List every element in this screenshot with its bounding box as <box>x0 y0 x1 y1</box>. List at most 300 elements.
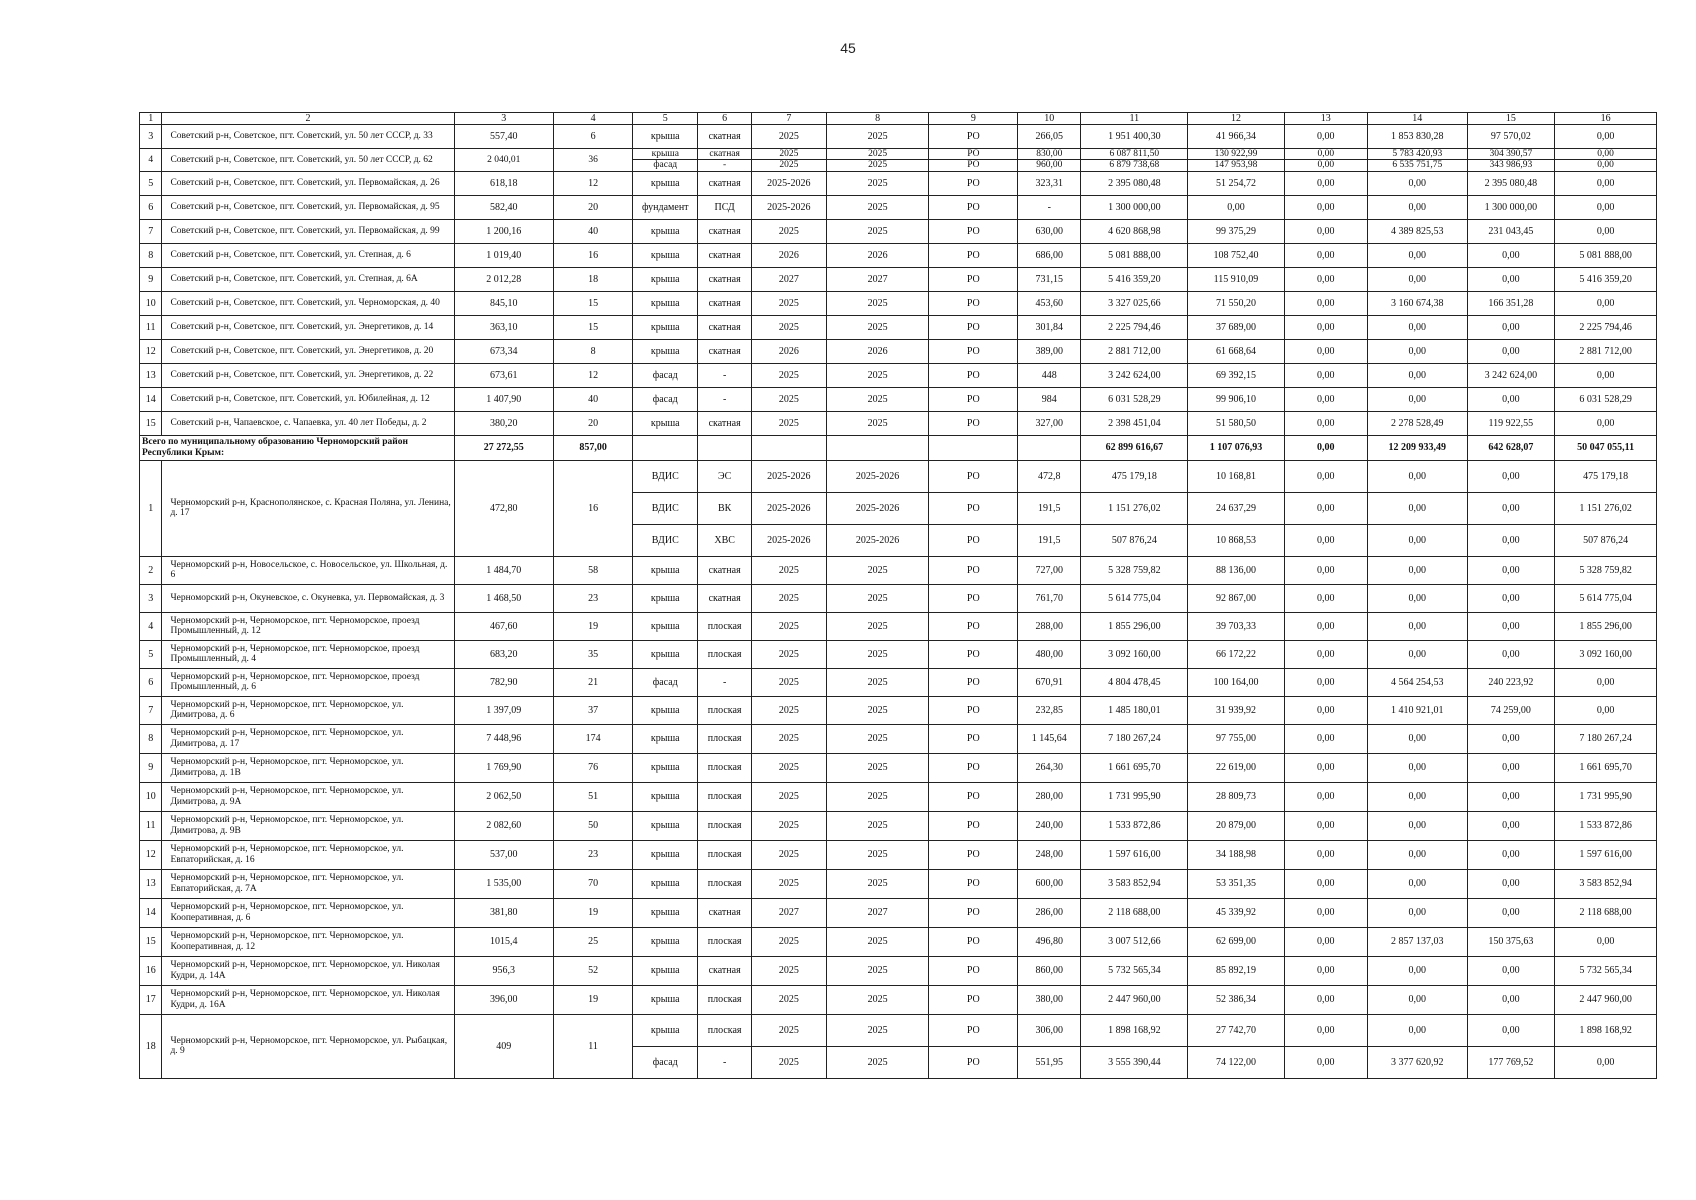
fund-cell: РО <box>929 149 1018 160</box>
area-cell: 557,40 <box>454 125 553 149</box>
year-start-cell: 2025 <box>751 724 826 753</box>
residents-cell: 52 <box>553 956 632 985</box>
fund-cell: РО <box>929 125 1018 149</box>
empty-cell <box>826 435 929 460</box>
residents-cell: 15 <box>553 291 632 315</box>
area-cell: 618,18 <box>454 171 553 195</box>
year-start-cell: 2025-2026 <box>751 524 826 556</box>
year-end-cell: 2025-2026 <box>826 524 929 556</box>
unit-cost-cell: 323,31 <box>1018 171 1081 195</box>
row-number-cell: 9 <box>140 267 162 291</box>
address-cell: Советский р-н, Советское, пгт. Советский, ул. Энергетиков, д. 22 <box>162 363 454 387</box>
col16-cell: 0,00 <box>1555 1046 1657 1078</box>
col14-cell: 6 535 751,75 <box>1368 160 1467 171</box>
unit-cost-cell: 266,05 <box>1018 125 1081 149</box>
col14-cell: 0,00 <box>1368 956 1467 985</box>
element-cell: крыша <box>633 171 698 195</box>
col16-cell: 0,00 <box>1555 363 1657 387</box>
unit-cost-cell: 472,8 <box>1018 460 1081 492</box>
total-col15-cell: 642 628,07 <box>1467 435 1555 460</box>
col12-cell: 51 254,72 <box>1188 171 1284 195</box>
col15-cell: 240 223,92 <box>1467 668 1555 696</box>
year-start-cell: 2025 <box>751 782 826 811</box>
repair-program-table-wrapper <box>139 112 1657 1079</box>
element-cell: фасад <box>633 363 698 387</box>
unit-cost-cell: 288,00 <box>1018 612 1081 640</box>
work-type-cell: скатная <box>698 898 751 927</box>
unit-cost-cell: 761,70 <box>1018 584 1081 612</box>
address-cell: Черноморский р-н, Черноморское, пгт. Черноморское, ул. Димитрова, д. 9В <box>162 811 454 840</box>
column-number-9: 9 <box>929 113 1018 125</box>
col16-cell: 0,00 <box>1555 291 1657 315</box>
residents-cell: 70 <box>553 869 632 898</box>
year-end-cell: 2025 <box>826 753 929 782</box>
col13-cell: 0,00 <box>1284 492 1367 524</box>
col14-cell: 0,00 <box>1368 243 1467 267</box>
fund-cell: РО <box>929 267 1018 291</box>
residents-cell: 25 <box>553 927 632 956</box>
work-type-cell: плоская <box>698 753 751 782</box>
unit-cost-cell: 280,00 <box>1018 782 1081 811</box>
area-cell: 582,40 <box>454 195 553 219</box>
table-row <box>140 782 1657 811</box>
row-number-cell: 10 <box>140 782 162 811</box>
column-number-10: 10 <box>1018 113 1081 125</box>
year-start-cell: 2025 <box>751 387 826 411</box>
col15-cell: 97 570,02 <box>1467 125 1555 149</box>
col14-cell: 0,00 <box>1368 1014 1467 1046</box>
col16-cell: 5 081 888,00 <box>1555 243 1657 267</box>
residents-cell: 20 <box>553 195 632 219</box>
work-type-cell: скатная <box>698 291 751 315</box>
year-start-cell: 2025-2026 <box>751 460 826 492</box>
col15-cell: 0,00 <box>1467 985 1555 1014</box>
col13-cell: 0,00 <box>1284 782 1367 811</box>
col15-cell: 2 395 080,48 <box>1467 171 1555 195</box>
residents-cell: 19 <box>553 985 632 1014</box>
fund-cell: РО <box>929 363 1018 387</box>
year-start-cell: 2025 <box>751 149 826 160</box>
total-sum-cell: 5 732 565,34 <box>1081 956 1188 985</box>
col12-cell: 53 351,35 <box>1188 869 1284 898</box>
row-number-cell: 11 <box>140 315 162 339</box>
area-cell: 2 062,50 <box>454 782 553 811</box>
col14-cell: 3 160 674,38 <box>1368 291 1467 315</box>
area-cell: 2 040,01 <box>454 149 553 172</box>
area-cell: 7 448,96 <box>454 724 553 753</box>
total-sum-cell: 3 555 390,44 <box>1081 1046 1188 1078</box>
address-cell: Черноморский р-н, Черноморское, пгт. Черноморское, ул. Евпаторийская, д. 7А <box>162 869 454 898</box>
year-end-cell: 2025 <box>826 125 929 149</box>
table-row <box>140 363 1657 387</box>
work-type-cell: ЭС <box>698 460 751 492</box>
col12-cell: 37 689,00 <box>1188 315 1284 339</box>
year-end-cell: 2025 <box>826 1046 929 1078</box>
unit-cost-cell: 731,15 <box>1018 267 1081 291</box>
total-sum-cell: 1 533 872,86 <box>1081 811 1188 840</box>
residents-cell: 23 <box>553 840 632 869</box>
col13-cell: 0,00 <box>1284 985 1367 1014</box>
element-cell: крыша <box>633 125 698 149</box>
total-sum-cell: 1 597 616,00 <box>1081 840 1188 869</box>
work-type-cell: скатная <box>698 149 751 160</box>
col12-cell: 62 699,00 <box>1188 927 1284 956</box>
col12-cell: 22 619,00 <box>1188 753 1284 782</box>
empty-cell <box>1018 435 1081 460</box>
address-cell: Советский р-н, Советское, пгт. Советский, ул. Энергетиков, д. 20 <box>162 339 454 363</box>
work-type-cell: скатная <box>698 243 751 267</box>
year-start-cell: 2025-2026 <box>751 195 826 219</box>
unit-cost-cell: - <box>1018 195 1081 219</box>
element-cell: крыша <box>633 782 698 811</box>
year-end-cell: 2027 <box>826 898 929 927</box>
fund-cell: РО <box>929 291 1018 315</box>
col15-cell: 0,00 <box>1467 584 1555 612</box>
element-cell: крыша <box>633 291 698 315</box>
col12-cell: 0,00 <box>1188 195 1284 219</box>
element-cell: крыша <box>633 985 698 1014</box>
year-start-cell: 2025 <box>751 125 826 149</box>
row-number-cell: 13 <box>140 869 162 898</box>
year-end-cell: 2025 <box>826 782 929 811</box>
total-sum-cell: 507 876,24 <box>1081 524 1188 556</box>
col15-cell: 0,00 <box>1467 1014 1555 1046</box>
col13-cell: 0,00 <box>1284 668 1367 696</box>
unit-cost-cell: 327,00 <box>1018 411 1081 435</box>
unit-cost-cell: 551,95 <box>1018 1046 1081 1078</box>
address-cell: Советский р-н, Чапаевское, с. Чапаевка, ул. 40 лет Победы, д. 2 <box>162 411 454 435</box>
column-number-3: 3 <box>454 113 553 125</box>
total-sum-cell: 5 416 359,20 <box>1081 267 1188 291</box>
address-cell: Советский р-н, Советское, пгт. Советский, ул. Черноморская, д. 40 <box>162 291 454 315</box>
address-cell: Черноморский р-н, Черноморское, пгт. Черноморское, ул. Кооперативная, д. 12 <box>162 927 454 956</box>
residents-cell: 11 <box>553 1014 632 1078</box>
residents-cell: 6 <box>553 125 632 149</box>
work-type-cell: плоская <box>698 724 751 753</box>
row-number-cell: 8 <box>140 243 162 267</box>
unit-cost-cell: 1 145,64 <box>1018 724 1081 753</box>
address-cell: Советский р-н, Советское, пгт. Советский, ул. Первомайская, д. 95 <box>162 195 454 219</box>
work-type-cell: скатная <box>698 584 751 612</box>
total-sum-cell: 3 092 160,00 <box>1081 640 1188 668</box>
table-row <box>140 956 1657 985</box>
col15-cell: 0,00 <box>1467 387 1555 411</box>
col13-cell: 0,00 <box>1284 696 1367 724</box>
col12-cell: 24 637,29 <box>1188 492 1284 524</box>
col14-cell: 0,00 <box>1368 640 1467 668</box>
area-cell: 1015,4 <box>454 927 553 956</box>
col13-cell: 0,00 <box>1284 387 1367 411</box>
year-end-cell: 2025 <box>826 956 929 985</box>
unit-cost-cell: 191,5 <box>1018 524 1081 556</box>
work-type-cell: плоская <box>698 640 751 668</box>
residents-cell: 19 <box>553 898 632 927</box>
row-number-cell: 18 <box>140 1014 162 1078</box>
col13-cell: 0,00 <box>1284 125 1367 149</box>
total-sum-cell: 6 031 528,29 <box>1081 387 1188 411</box>
col13-cell: 0,00 <box>1284 524 1367 556</box>
col13-cell: 0,00 <box>1284 315 1367 339</box>
year-start-cell: 2027 <box>751 898 826 927</box>
element-cell: крыша <box>633 315 698 339</box>
element-cell: крыша <box>633 243 698 267</box>
year-end-cell: 2025 <box>826 315 929 339</box>
col15-cell: 304 390,57 <box>1467 149 1555 160</box>
col14-cell: 0,00 <box>1368 753 1467 782</box>
col14-cell: 0,00 <box>1368 171 1467 195</box>
fund-cell: РО <box>929 387 1018 411</box>
year-start-cell: 2025 <box>751 612 826 640</box>
total-sum-cell: 2 447 960,00 <box>1081 985 1188 1014</box>
residents-cell: 40 <box>553 387 632 411</box>
unit-cost-cell: 301,84 <box>1018 315 1081 339</box>
table-row <box>140 753 1657 782</box>
table-row <box>140 840 1657 869</box>
fund-cell: РО <box>929 460 1018 492</box>
year-start-cell: 2025 <box>751 315 826 339</box>
area-cell: 2 012,28 <box>454 267 553 291</box>
address-cell: Черноморский р-н, Черноморское, пгт. Черноморское, проезд Промышленный, д. 12 <box>162 612 454 640</box>
col14-cell: 0,00 <box>1368 492 1467 524</box>
col15-cell: 0,00 <box>1467 811 1555 840</box>
col12-cell: 34 188,98 <box>1188 840 1284 869</box>
col16-cell: 0,00 <box>1555 160 1657 171</box>
fund-cell: РО <box>929 524 1018 556</box>
year-start-cell: 2025 <box>751 956 826 985</box>
col12-cell: 99 906,10 <box>1188 387 1284 411</box>
address-cell: Советский р-н, Советское, пгт. Советский, ул. Степная, д. 6А <box>162 267 454 291</box>
residents-cell: 35 <box>553 640 632 668</box>
col12-cell: 28 809,73 <box>1188 782 1284 811</box>
address-cell: Черноморский р-н, Черноморское, пгт. Черноморское, ул. Николая Кудри, д. 16А <box>162 985 454 1014</box>
row-number-cell: 14 <box>140 387 162 411</box>
residents-cell: 58 <box>553 556 632 584</box>
address-cell: Черноморский р-н, Черноморское, пгт. Черноморское, проезд Промышленный, д. 6 <box>162 668 454 696</box>
column-number-7: 7 <box>751 113 826 125</box>
col12-cell: 45 339,92 <box>1188 898 1284 927</box>
element-cell: ВДИС <box>633 524 698 556</box>
col12-cell: 69 392,15 <box>1188 363 1284 387</box>
col13-cell: 0,00 <box>1284 171 1367 195</box>
unit-cost-cell: 232,85 <box>1018 696 1081 724</box>
total-sum-cell: 1 731 995,90 <box>1081 782 1188 811</box>
col12-cell: 99 375,29 <box>1188 219 1284 243</box>
year-end-cell: 2025 <box>826 696 929 724</box>
unit-cost-cell: 686,00 <box>1018 243 1081 267</box>
address-cell: Советский р-н, Советское, пгт. Советский, ул. 50 лет СССР, д. 62 <box>162 149 454 172</box>
total-sum-cell: 2 225 794,46 <box>1081 315 1188 339</box>
unit-cost-cell: 984 <box>1018 387 1081 411</box>
col13-cell: 0,00 <box>1284 1046 1367 1078</box>
col15-cell: 3 242 624,00 <box>1467 363 1555 387</box>
col16-cell: 7 180 267,24 <box>1555 724 1657 753</box>
col15-cell: 166 351,28 <box>1467 291 1555 315</box>
work-type-cell: скатная <box>698 171 751 195</box>
address-cell: Черноморский р-н, Черноморское, пгт. Черноморское, ул. Кооперативная, д. 6 <box>162 898 454 927</box>
element-cell: крыша <box>633 339 698 363</box>
residents-cell: 37 <box>553 696 632 724</box>
year-end-cell: 2025 <box>826 584 929 612</box>
unit-cost-cell: 448 <box>1018 363 1081 387</box>
work-type-cell: скатная <box>698 339 751 363</box>
col15-cell: 0,00 <box>1467 956 1555 985</box>
col13-cell: 0,00 <box>1284 149 1367 160</box>
year-start-cell: 2025 <box>751 869 826 898</box>
year-start-cell: 2025 <box>751 811 826 840</box>
row-number-cell: 3 <box>140 584 162 612</box>
year-start-cell: 2025 <box>751 1046 826 1078</box>
residents-cell: 16 <box>553 243 632 267</box>
area-cell: 845,10 <box>454 291 553 315</box>
address-cell: Черноморский р-н, Краснополянское, с. Красная Поляна, ул. Ленина, д. 17 <box>162 460 454 556</box>
element-cell: крыша <box>633 612 698 640</box>
col16-cell: 2 881 712,00 <box>1555 339 1657 363</box>
page-number: 45 <box>840 40 856 56</box>
area-cell: 381,80 <box>454 898 553 927</box>
element-cell: крыша <box>633 927 698 956</box>
total-sum-cell: 3 327 025,66 <box>1081 291 1188 315</box>
element-cell: крыша <box>633 411 698 435</box>
work-type-cell: скатная <box>698 125 751 149</box>
table-row <box>140 985 1657 1014</box>
col12-cell: 10 868,53 <box>1188 524 1284 556</box>
col16-cell: 5 614 775,04 <box>1555 584 1657 612</box>
area-cell: 1 468,50 <box>454 584 553 612</box>
col15-cell: 0,00 <box>1467 267 1555 291</box>
total-sum-cell: 1 151 276,02 <box>1081 492 1188 524</box>
col12-cell: 92 867,00 <box>1188 584 1284 612</box>
total-sum-cell: 3 007 512,66 <box>1081 927 1188 956</box>
unit-cost-cell: 286,00 <box>1018 898 1081 927</box>
address-cell: Черноморский р-н, Черноморское, пгт. Черноморское, ул. Димитрова, д. 1В <box>162 753 454 782</box>
col12-cell: 147 953,98 <box>1188 160 1284 171</box>
row-number-cell: 2 <box>140 556 162 584</box>
year-end-cell: 2026 <box>826 339 929 363</box>
col15-cell: 231 043,45 <box>1467 219 1555 243</box>
unit-cost-cell: 960,00 <box>1018 160 1081 171</box>
table-row <box>140 195 1657 219</box>
total-sum-cell: 4 804 478,45 <box>1081 668 1188 696</box>
table-row <box>140 387 1657 411</box>
area-cell: 472,80 <box>454 460 553 556</box>
table-row <box>140 460 1657 492</box>
col15-cell: 0,00 <box>1467 753 1555 782</box>
col16-cell: 5 328 759,82 <box>1555 556 1657 584</box>
work-type-cell: - <box>698 160 751 171</box>
col15-cell: 150 375,63 <box>1467 927 1555 956</box>
column-number-1: 1 <box>140 113 162 125</box>
year-start-cell: 2025 <box>751 696 826 724</box>
col14-cell: 5 783 420,93 <box>1368 149 1467 160</box>
residents-cell: 18 <box>553 267 632 291</box>
row-number-cell: 8 <box>140 724 162 753</box>
element-cell: крыша <box>633 898 698 927</box>
col16-cell: 0,00 <box>1555 219 1657 243</box>
column-number-14: 14 <box>1368 113 1467 125</box>
col12-cell: 100 164,00 <box>1188 668 1284 696</box>
work-type-cell: плоская <box>698 811 751 840</box>
col14-cell: 3 377 620,92 <box>1368 1046 1467 1078</box>
col16-cell: 3 583 852,94 <box>1555 869 1657 898</box>
residents-cell: 174 <box>553 724 632 753</box>
col16-cell: 1 597 616,00 <box>1555 840 1657 869</box>
col12-cell: 27 742,70 <box>1188 1014 1284 1046</box>
work-type-cell: ПСД <box>698 195 751 219</box>
col15-cell: 343 986,93 <box>1467 160 1555 171</box>
residents-cell: 36 <box>553 149 632 172</box>
residents-cell: 19 <box>553 612 632 640</box>
col14-cell: 4 564 254,53 <box>1368 668 1467 696</box>
table-row <box>140 927 1657 956</box>
work-type-cell: - <box>698 1046 751 1078</box>
col12-cell: 71 550,20 <box>1188 291 1284 315</box>
year-end-cell: 2025 <box>826 556 929 584</box>
col16-cell: 1 151 276,02 <box>1555 492 1657 524</box>
total-sum-cell: 1 300 000,00 <box>1081 195 1188 219</box>
column-number-8: 8 <box>826 113 929 125</box>
col16-cell: 1 855 296,00 <box>1555 612 1657 640</box>
total-residents-cell: 857,00 <box>553 435 632 460</box>
residents-cell: 16 <box>553 460 632 556</box>
col14-cell: 0,00 <box>1368 612 1467 640</box>
area-cell: 673,34 <box>454 339 553 363</box>
year-start-cell: 2025 <box>751 291 826 315</box>
col12-cell: 52 386,34 <box>1188 985 1284 1014</box>
table-row <box>140 219 1657 243</box>
work-type-cell: плоская <box>698 696 751 724</box>
col12-cell: 130 922,99 <box>1188 149 1284 160</box>
col15-cell: 0,00 <box>1467 612 1555 640</box>
year-start-cell: 2025 <box>751 584 826 612</box>
col16-cell: 1 731 995,90 <box>1555 782 1657 811</box>
year-end-cell: 2025 <box>826 160 929 171</box>
table-row <box>140 640 1657 668</box>
unit-cost-cell: 600,00 <box>1018 869 1081 898</box>
total-col14-cell: 12 209 933,49 <box>1368 435 1467 460</box>
col13-cell: 0,00 <box>1284 1014 1367 1046</box>
row-number-cell: 4 <box>140 612 162 640</box>
col13-cell: 0,00 <box>1284 840 1367 869</box>
col15-cell: 0,00 <box>1467 315 1555 339</box>
unit-cost-cell: 860,00 <box>1018 956 1081 985</box>
col13-cell: 0,00 <box>1284 584 1367 612</box>
col14-cell: 0,00 <box>1368 363 1467 387</box>
row-number-cell: 1 <box>140 460 162 556</box>
element-cell: фасад <box>633 1046 698 1078</box>
col12-cell: 39 703,33 <box>1188 612 1284 640</box>
residents-cell: 12 <box>553 363 632 387</box>
column-number-2: 2 <box>162 113 454 125</box>
unit-cost-cell: 727,00 <box>1018 556 1081 584</box>
unit-cost-cell: 306,00 <box>1018 1014 1081 1046</box>
col16-cell: 5 732 565,34 <box>1555 956 1657 985</box>
address-cell: Черноморский р-н, Черноморское, пгт. Черноморское, ул. Евпаторийская, д. 16 <box>162 840 454 869</box>
address-cell: Советский р-н, Советское, пгт. Советский, ул. 50 лет СССР, д. 33 <box>162 125 454 149</box>
col13-cell: 0,00 <box>1284 640 1367 668</box>
fund-cell: РО <box>929 171 1018 195</box>
col13-cell: 0,00 <box>1284 267 1367 291</box>
column-number-header <box>140 113 1657 125</box>
row-number-cell: 17 <box>140 985 162 1014</box>
work-type-cell: скатная <box>698 267 751 291</box>
col16-cell: 0,00 <box>1555 927 1657 956</box>
col14-cell: 0,00 <box>1368 267 1467 291</box>
row-number-cell: 12 <box>140 339 162 363</box>
table-row <box>140 243 1657 267</box>
fund-cell: РО <box>929 811 1018 840</box>
work-type-cell: плоская <box>698 612 751 640</box>
element-cell: крыша <box>633 149 698 160</box>
